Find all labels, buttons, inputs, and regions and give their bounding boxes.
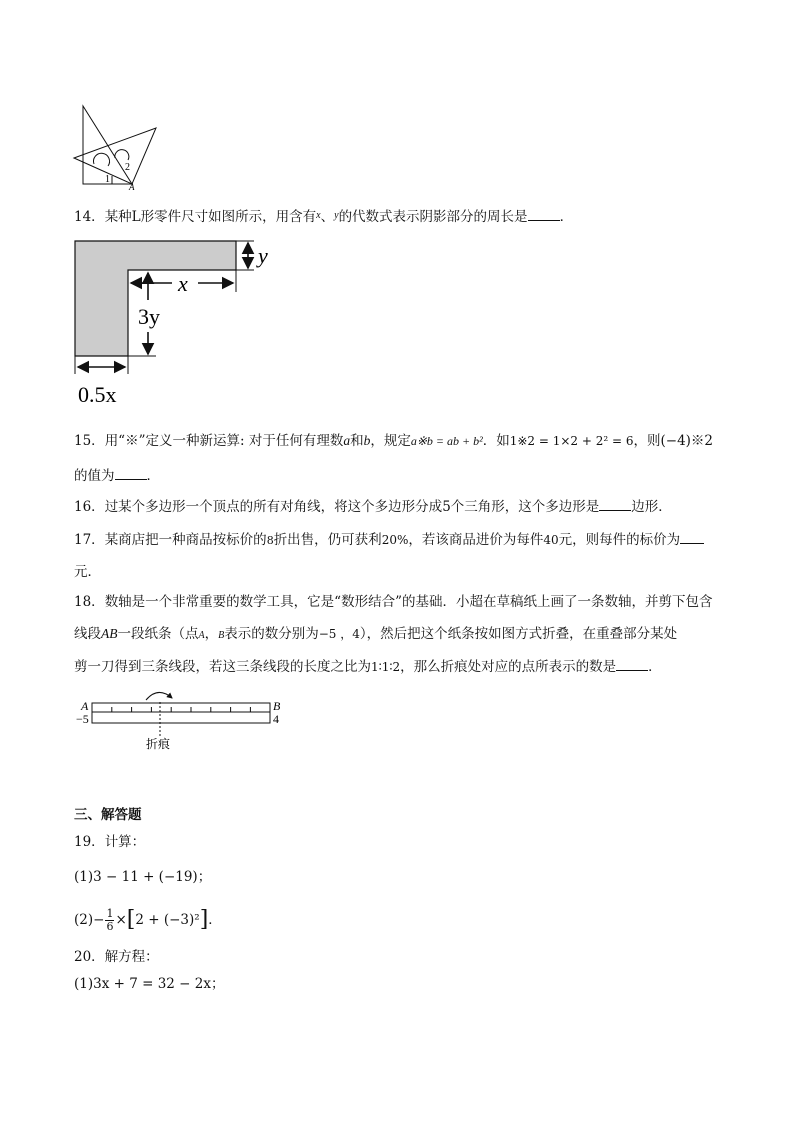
q20-part1: (1)3x + 7 = 32 − 2x； xyxy=(74,976,225,992)
q18-label-A: A xyxy=(81,699,89,713)
q18-paper-strip xyxy=(92,703,270,723)
q18-label-4: 4 xyxy=(273,712,279,726)
q13-figure xyxy=(72,104,164,190)
q18-fold-arrow xyxy=(146,692,172,700)
q18-line1: 18．数轴是一个非常重要的数学工具，它是“数形结合”的基础．小超在草稿纸上画了一条数轴，并剪下包含 xyxy=(74,594,713,610)
q18-ticks xyxy=(92,707,270,712)
q18-answer-blank[interactable] xyxy=(616,658,648,671)
q18-line2: 线段AB一段纸条（点A，B表示的数分别为−5 ，4），然后把这个纸条按如图方式折叠，在重叠部分某处 xyxy=(74,626,678,642)
q15-line2: 的值为 ． xyxy=(74,468,160,484)
q14-label-3y: 3y xyxy=(138,304,160,329)
q19-title: 19．计算： xyxy=(74,834,146,850)
q16-answer-blank[interactable] xyxy=(599,498,631,511)
q13-label-1: 1 xyxy=(105,174,110,185)
q17-line1: 17．某商店把一种商品按标价的8折出售，仍可获利20%，若该商品进价为每件40元，则每件的标价为 xyxy=(74,531,704,550)
q14-shaded-l-shape xyxy=(75,241,236,356)
q19-fraction: $\frac{1}{6}$ xyxy=(106,906,114,933)
q16-text: 16．过某个多边形一个顶点的所有对角线，将这个多边形分成5个三角形，这个多边形是 边形． xyxy=(74,499,672,515)
q17-line2: 元． xyxy=(74,564,101,580)
q13-label-A: A xyxy=(129,182,135,190)
q20-title: 20．解方程： xyxy=(74,949,159,965)
q13-angle2-arc xyxy=(115,150,129,160)
q14-answer-blank[interactable] xyxy=(528,208,560,221)
q15-answer-blank[interactable] xyxy=(115,467,147,480)
q14-text: 14．某种L形零件尺寸如图所示，用含有$^x$、$^y$的代数式表示阴影部分的周长是 ． xyxy=(74,209,574,225)
q14-l-shape-figure xyxy=(70,236,290,410)
q19-part2: (2)− $\frac{1}{6}$ × [ 2 + (−3)² ] ． xyxy=(74,906,222,933)
q15-line1: 15．用“※”定义一种新运算: 对于任何有理数a和b，规定a※b = ab + b²．如1※2 = 1×2 + 2² = 6，则(−4)※2 xyxy=(74,433,714,449)
q13-angle1-arc xyxy=(94,153,110,166)
q14-label-05x: 0.5x xyxy=(78,382,117,407)
q17-answer-blank[interactable] xyxy=(680,531,704,544)
q18-number-line-figure xyxy=(76,684,296,756)
section-3-heading: 三、解答题 xyxy=(74,807,142,823)
q18-label-m5: −5 xyxy=(76,712,89,726)
q18-line3: 剪一刀得到三条线段，若这三条线段的长度之比为1∶1∶2，那么折痕处对应的点所表示的数是 ． xyxy=(74,659,662,675)
q18-label-B: B xyxy=(273,699,281,713)
q18-label-crease: 折痕 xyxy=(146,737,171,751)
q13-label-2: 2 xyxy=(125,162,130,173)
q14-label-x: x xyxy=(178,271,188,296)
q19-part1: (1)3 − 11 + (−19)； xyxy=(74,869,212,885)
q14-label-y: y xyxy=(258,243,268,268)
